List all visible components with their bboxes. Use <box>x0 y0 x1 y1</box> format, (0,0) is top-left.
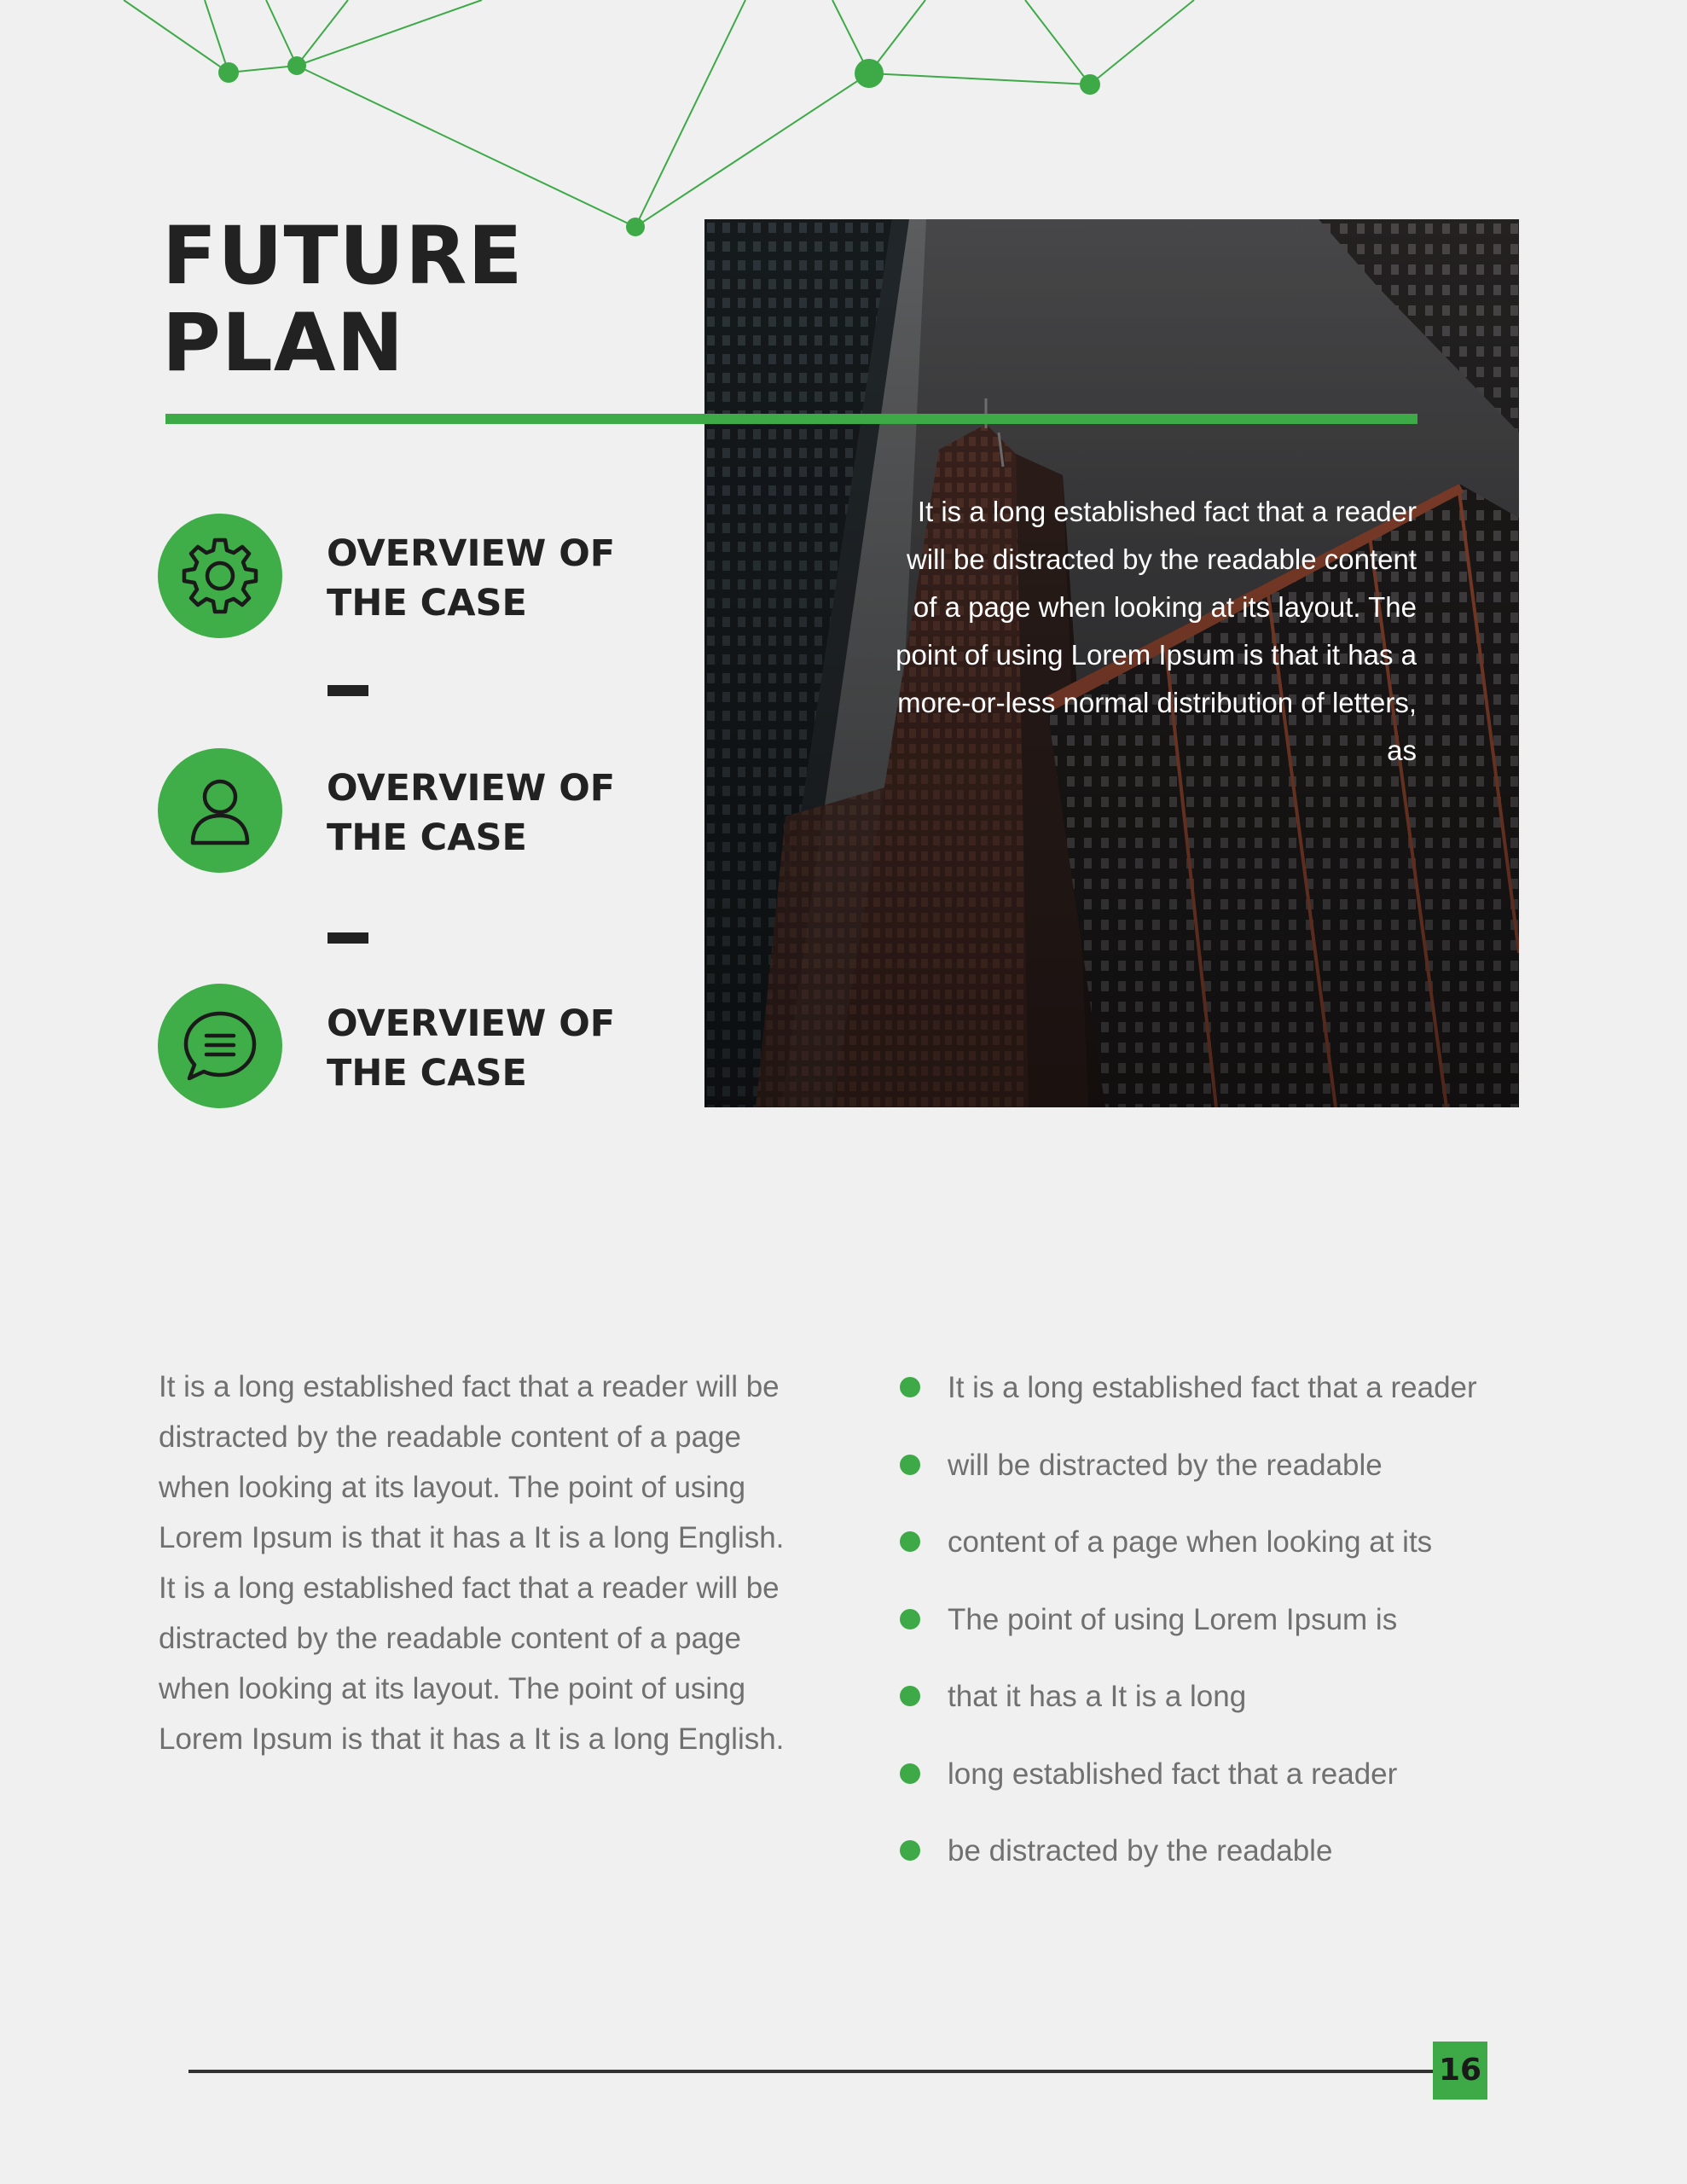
page-title <box>162 210 524 390</box>
page-number: 16 <box>1433 2042 1487 2100</box>
bullet-text: will be distracted by the readable <box>948 1448 1383 1482</box>
feature-label <box>327 529 615 628</box>
bullet-item <box>900 1673 1477 1751</box>
body-paragraph: It is a long established fact that a reader will be distracted by the readable content of a page when looking at its layout. The point of using Lorem Ipsum is that it has a It is a long English. It is a long established fact that a reader will be distracted by the readable content of a page when looking at its layout. The point of using Lorem Ipsum is that it has a It is a long English. <box>159 1370 785 1756</box>
feature-item-overview-1 <box>158 514 755 638</box>
bullet-dot-icon <box>900 1686 920 1706</box>
bullet-item <box>900 1596 1477 1674</box>
feature-item-overview-2 <box>158 748 755 873</box>
title-line-2: PLAN <box>162 297 405 390</box>
bullet-item <box>900 1519 1477 1596</box>
chat-bubble-icon-badge <box>158 984 282 1108</box>
feature-label-line-1: OVERVIEW OF <box>327 767 616 810</box>
separator-dash <box>328 932 368 944</box>
bullet-list <box>900 1364 1477 1905</box>
separator-dash <box>328 685 368 696</box>
bullet-text: be distracted by the readable <box>948 1834 1333 1867</box>
title-divider <box>165 414 1417 424</box>
bullet-dot-icon <box>900 1455 920 1475</box>
feature-label <box>327 764 615 863</box>
skyscraper-photo <box>704 219 1519 1107</box>
user-icon-badge <box>158 748 282 873</box>
feature-label-line-2: THE CASE <box>327 1052 527 1095</box>
bullet-dot-icon <box>900 1840 920 1861</box>
bullet-text: It is a long established fact that a reader <box>948 1371 1477 1404</box>
photo-caption: It is a long established fact that a reader will be distracted by the readable content of a page when looking at its layout. The point of using Lorem Ipsum is that it has a more-or-less normal distribution of letters, as <box>896 496 1417 766</box>
bullet-text: The point of using Lorem Ipsum is <box>948 1602 1398 1636</box>
user-icon <box>177 768 263 853</box>
bullet-text: long established fact that a reader <box>948 1757 1398 1791</box>
bullet-item <box>900 1364 1477 1442</box>
bullet-item <box>900 1827 1477 1905</box>
bullet-item <box>900 1751 1477 1828</box>
bullet-dot-icon <box>900 1531 920 1552</box>
bullet-dot-icon <box>900 1377 920 1397</box>
chat-bubble-icon <box>177 1003 263 1089</box>
title-line-1: FUTURE <box>162 210 524 303</box>
gear-icon <box>177 533 263 619</box>
footer-rule <box>188 2070 1434 2073</box>
feature-label-line-1: OVERVIEW OF <box>327 532 616 575</box>
feature-label-line-1: OVERVIEW OF <box>327 1002 616 1045</box>
feature-item-overview-3 <box>158 984 755 1108</box>
bullet-item <box>900 1442 1477 1519</box>
bullet-dot-icon <box>900 1763 920 1784</box>
bullet-dot-icon <box>900 1609 920 1629</box>
bullet-text: that it has a It is a long <box>948 1680 1247 1713</box>
feature-label <box>327 999 615 1098</box>
gear-icon-badge <box>158 514 282 638</box>
bullet-text: content of a page when looking at its <box>948 1525 1433 1559</box>
feature-label-line-2: THE CASE <box>327 816 527 859</box>
feature-label-line-2: THE CASE <box>327 582 527 624</box>
